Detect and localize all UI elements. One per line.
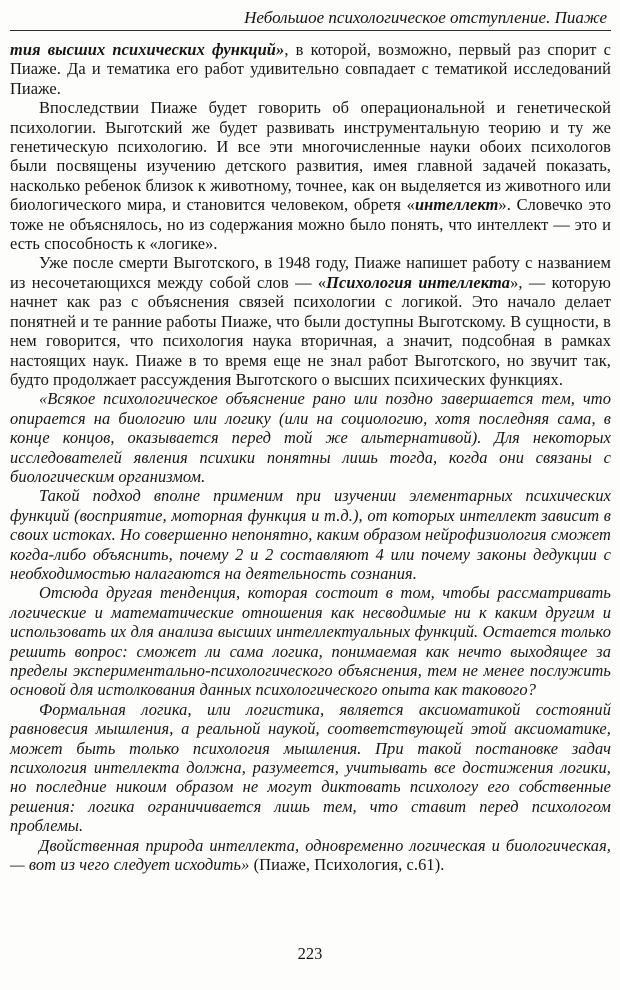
text-segment: Формальная логика, или логистика, является аксиоматикой состояний равновесия мышления, а реальной наукой, соответствующей этой аксиоматике, может быть только психология мышления. При такой постановке задач психология интеллекта должна, разумеется, учитывать все достижения логики, но последние никоим образом не могут диктовать психологу его собственные решения: логика ограничивается лишь тем, что ставит перед психологом проблемы. — [10, 699, 611, 836]
paragraph — [10, 98, 611, 253]
text-segment: (Пиаже, Психология, с.61). — [249, 855, 445, 875]
text-segment: ». Словечко это тоже не объяснялось, но из содержания можно было понять, что интеллект — это и есть способность к «логике». — [10, 195, 611, 254]
paragraph — [10, 40, 611, 98]
paragraph — [10, 253, 611, 389]
text-segment: интеллект — [414, 195, 499, 215]
text-segment: «Всякое психологическое объяснение рано или поздно завершается тем, что опирается на биологию или логику (или на социологию, хотя последняя сама, в конце концов, оказывается перед той же альтернативой). Для некоторых исследователей явления психики понятны лишь тогда, когда они связаны с биологическим организмом. — [10, 389, 611, 486]
running-header: Небольшое психологическое отступление. Пиаже — [244, 8, 607, 27]
paragraph — [10, 583, 611, 699]
text-segment: Впоследствии Пиаже будет говорить об операциональной и генетической психологии. Выготский же будет развивать инструментальную теорию и ту же генетическую психологию. И все эти многочисленные науки обоих психологов были посвящены изучению детского развития, имея главной задачей показать, насколько ребенок близок к животному, точнее, как он выделяется из животного или биологического мира, и становится человеком, обретя « — [10, 98, 611, 215]
text-segment: Двойственная природа интеллекта, одновременно логическая и биологическая, — вот из чего следует исходить» — [10, 835, 611, 875]
header-rule — [10, 30, 611, 31]
paragraph — [10, 486, 611, 583]
page-body — [10, 40, 611, 874]
paragraph — [10, 389, 611, 486]
text-segment: Отсюда другая тенденция, которая состоит в том, чтобы рассматривать логические и математические отношения как несводимые ни к каким другим и использовать их для анализа высших интеллектуальных функций. Остается только решить вопрос: сможет ли сама логика, понимаемая как нечто выходящее за пределы экспериментально-психологического объяснения, тем не менее послужить основой для истолкования данных психологического опыта как такового? — [10, 583, 611, 700]
paragraph — [10, 836, 611, 875]
text-segment: Психология интеллекта — [326, 272, 511, 292]
text-segment: Такой подход вполне применим при изучении элементарных психических функций (восприятие, моторная функция и т.д.), от которых интеллект зависит в своих истоках. Но совершенно непонятно, каким образом нейрофизиология сможет когда-либо объяснить, почему 2 и 2 составляют 4 или почему законы дедукции с необходимостью налагаются на деятельность сознания. — [10, 486, 611, 583]
paragraph — [10, 700, 611, 836]
text-segment: , в которой, возможно, первый раз спорит с Пиаже. Да и тематика его работ удивительно совпадает с тематикой исследований Пиаже. — [10, 40, 612, 98]
text-segment: тия высших психических функций» — [10, 40, 285, 59]
text-segment: Уже после смерти Выготского, в 1948 году, Пиаже напишет работу с названием из несочетающихся между собой слов — « — [10, 253, 611, 292]
page-number: 223 — [297, 944, 323, 963]
text-segment: », — которую начнет как раз с объяснения связей психологии с логикой. Это начало делает понятней и те ранние работы Пиаже, что были доступны Выготскому. В сущности, в нем говорится, что психология наука вторичная, а значит, подсобная в рамках настоящих наук. Пиаже в то время еще не знал работ Выготского, но звучит так, будто продолжает рассуждения Выготского о высших психических функциях. — [10, 272, 611, 389]
